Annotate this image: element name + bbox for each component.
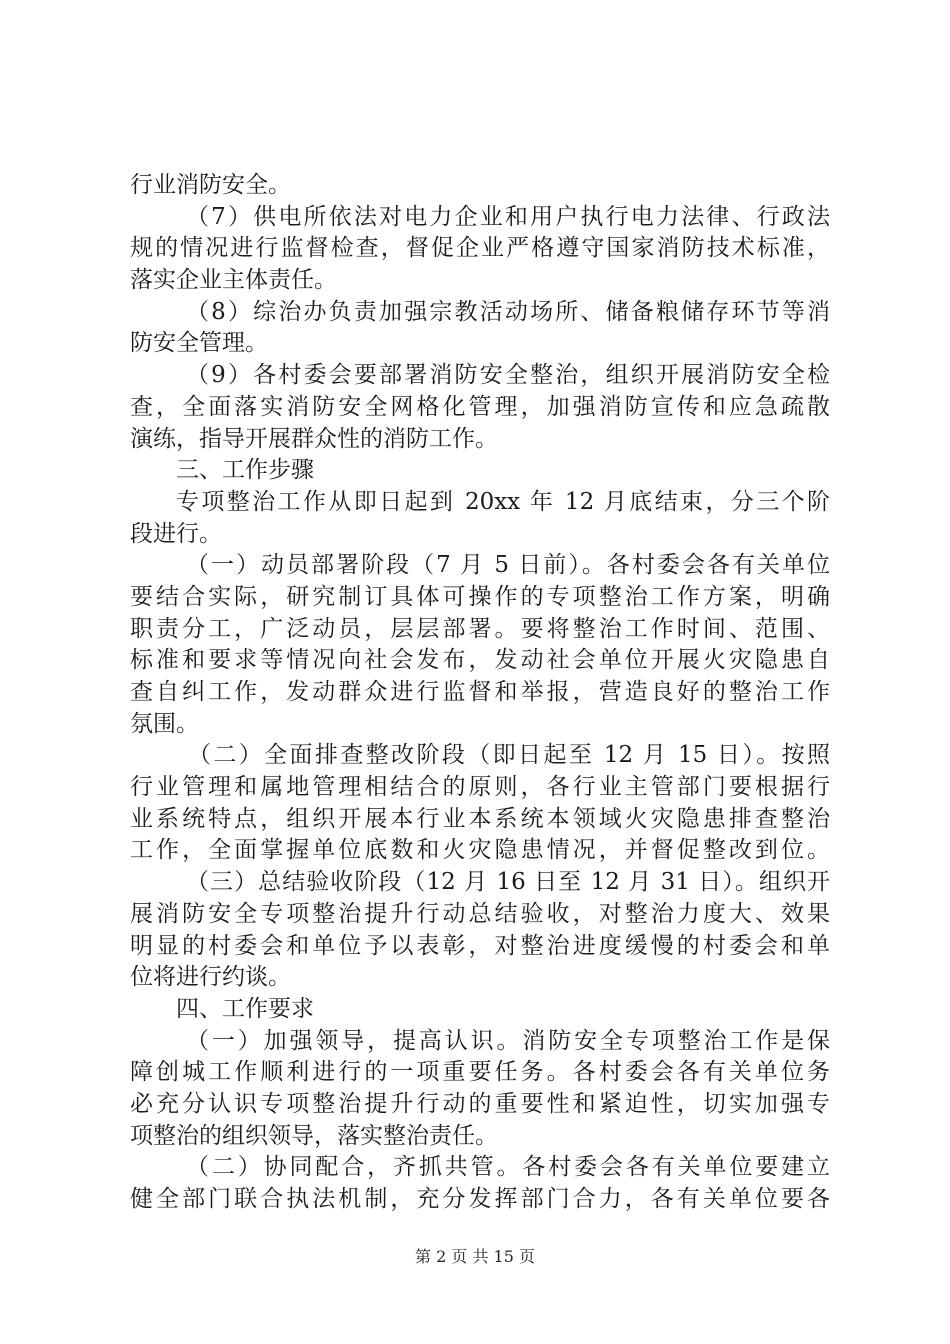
text-line: 明显的村委会和单位予以表彰，对整治进度缓慢的村委会和单	[130, 932, 830, 959]
text-line: 落实企业主体责任。	[130, 267, 337, 294]
text-line: 氛围。	[130, 710, 199, 737]
text-line: （7）供电所依法对电力企业和用户执行电力法律、行政法	[186, 203, 830, 230]
text-line: （二）协同配合，齐抓共管。各村委会各有关单位要建立	[186, 1154, 830, 1181]
text-line: 防安全管理。	[130, 330, 268, 357]
text-line: 规的情况进行监督检查，督促企业严格遵守国家消防技术标准，	[130, 235, 830, 262]
text-line: 行业消防安全。	[130, 172, 291, 198]
text-line: （三）总结验收阶段（12 月 16 日至 12 月 31 日）。组织开	[186, 869, 830, 896]
text-line: 工作，全面掌握单位底数和火灾隐患情况，并督促整改到位。	[130, 837, 830, 864]
text-line: 位将进行约谈。	[130, 964, 291, 991]
text-line: 演练，指导开展群众性的消防工作。	[130, 425, 498, 452]
text-line: （8）综治办负责加强宗教活动场所、储备粮储存环节等消	[186, 298, 830, 325]
text-line: 行业管理和属地管理相结合的原则，各行业主管部门要根据行	[130, 774, 830, 801]
text-line: （9）各村委会要部署消防安全整治，组织开展消防安全检	[186, 362, 830, 389]
text-line: 业系统特点，组织开展本行业本系统本领域火灾隐患排查整治	[130, 805, 830, 832]
text-line: 职责分工，广泛动员，层层部署。要将整治工作时间、范围、	[130, 615, 830, 642]
page-number-footer: 第 2 页 共 15 页	[415, 1247, 535, 1266]
text-line: （一）加强领导，提高认识。消防安全专项整治工作是保	[186, 1027, 830, 1054]
text-line: 段进行。	[130, 520, 222, 547]
text-line: 专项整治工作从即日起到 20xx 年 12 月底结束，分三个阶	[176, 488, 830, 515]
text-line: 项整治的组织领导，落实整治责任。	[130, 1122, 498, 1149]
text-line: 必充分认识专项整治提升行动的重要性和紧迫性，切实加强专	[130, 1090, 830, 1117]
text-line: 要结合实际，研究制订具体可操作的专项整治工作方案，明确	[130, 583, 830, 610]
document-body	[130, 170, 830, 1216]
text-line: 查自纠工作，发动群众进行监督和举报，营造良好的整治工作	[130, 679, 830, 705]
text-line: 展消防安全专项整治提升行动总结验收，对整治力度大、效果	[130, 900, 830, 927]
text-line: 健全部门联合执法机制，充分发挥部门合力，各有关单位要各	[130, 1186, 830, 1212]
section-heading: 三、工作步骤	[176, 457, 314, 484]
text-line: （二）全面排查整改阶段（即日起至 12 月 15 日）。按照	[188, 742, 830, 769]
text-line: 标准和要求等情况向社会发布，发动社会单位开展火灾隐患自	[130, 647, 830, 674]
text-line: 查，全面落实消防安全网格化管理，加强消防宣传和应急疏散	[130, 393, 830, 420]
text-line: （一）动员部署阶段（7 月 5 日前）。各村委会各有关单位	[186, 552, 830, 579]
text-line: 障创城工作顺利进行的一项重要任务。各村委会各有关单位务	[130, 1059, 830, 1086]
section-heading: 四、工作要求	[176, 995, 314, 1022]
